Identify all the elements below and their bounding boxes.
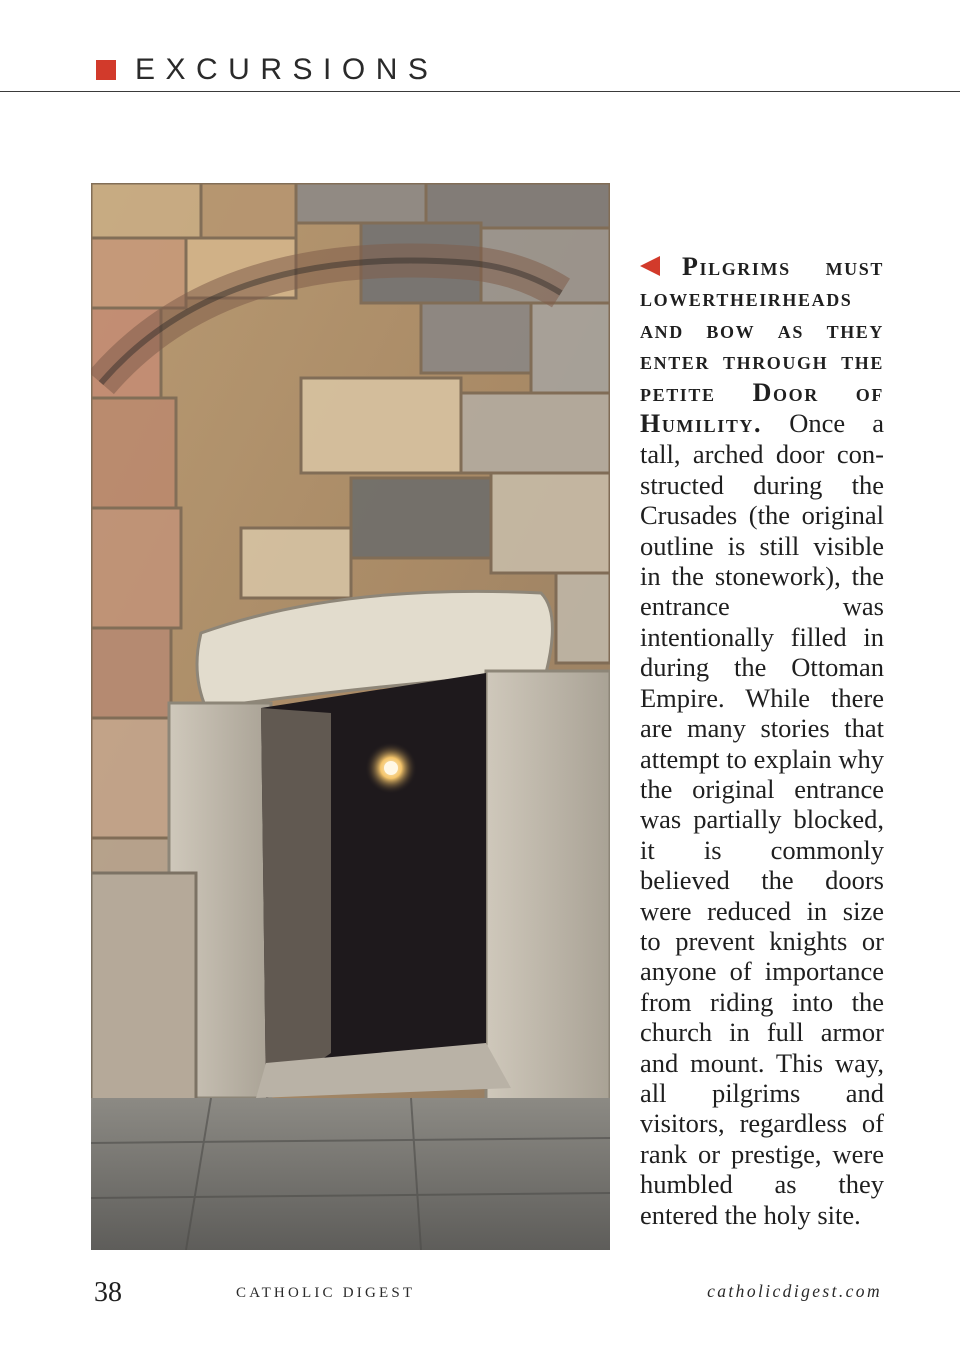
caption-pointer-icon <box>640 256 660 276</box>
website-link: catholicdigest.com <box>707 1281 882 1301</box>
section-marker-icon <box>96 60 116 80</box>
doorway-photo <box>91 183 610 1250</box>
caption-body: Once a tall, arched door constructed during the Crusades (the original outline is still visible in the stonework), the entrance was intentionally filled in during the Ottoman Empire. While there are many stories that attempt to explain why the original entrance was partially blocked, it is commonly believed the doors were reduced in size to prevent knights or anyone of importance from riding into the church in full armor and mount. This way, all pilgrims and visitors, regardless of rank or prestige, were humbled as they entered the holy site. <box>640 408 884 1230</box>
section-header <box>0 0 960 92</box>
page-number: 38 <box>94 1277 122 1308</box>
publication-name: CATHOLIC DIGEST <box>236 1285 416 1301</box>
section-title: EXCURSIONS <box>135 53 439 86</box>
photo-caption <box>640 251 884 1230</box>
caption-lead: Pilgrims must lowertheirheads and bow as they enter through the petite Door of Humility. <box>640 252 884 439</box>
